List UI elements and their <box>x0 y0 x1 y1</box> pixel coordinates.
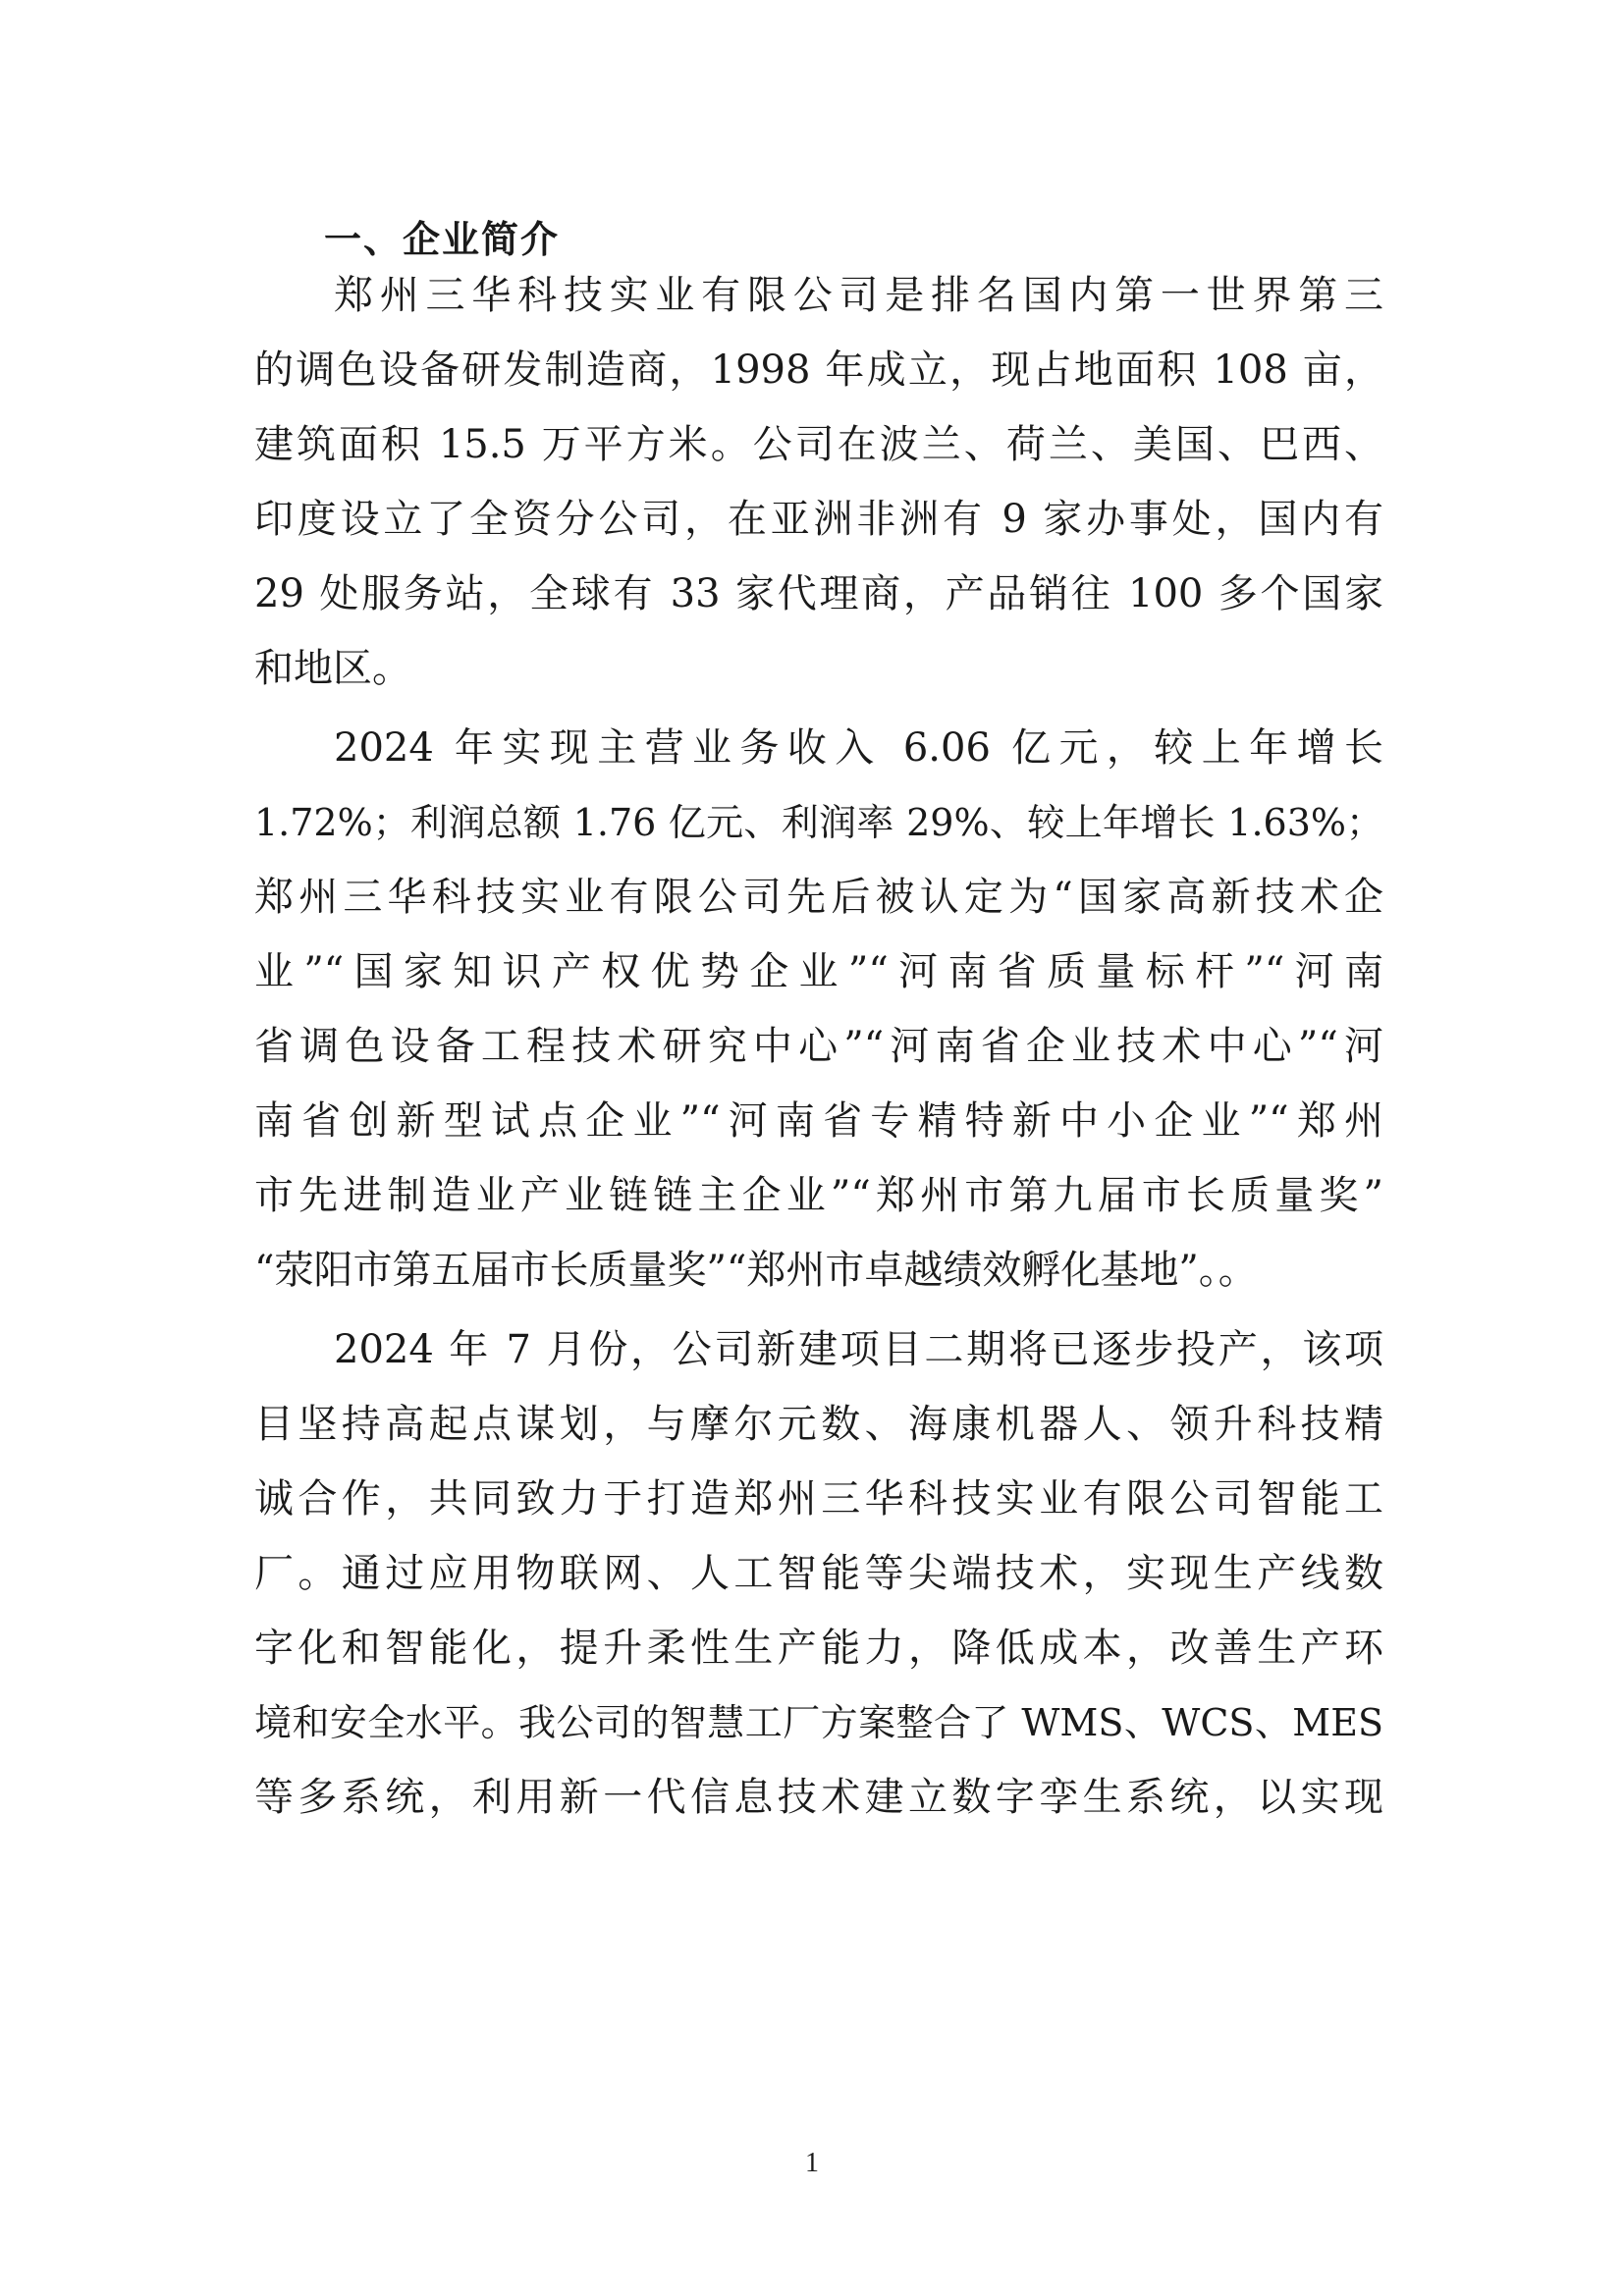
paragraph-3-line-6: 境和安全水平。我公司的智慧工厂方案整合了 WMS、WCS、MES <box>254 1701 1383 1744</box>
paragraph-1-line-2: 的调色设备研发制造商，1998 年成立，现占地面积 108 亩， <box>254 347 1383 393</box>
paragraph-1-line-5: 29 处服务站，全球有 33 家代理商，产品销往 100 多个国家 <box>254 571 1383 616</box>
paragraph-3-line-5: 字化和智能化，提升柔性生产能力，降低成本，改善生产环 <box>254 1626 1383 1671</box>
paragraph-3-line-4: 厂。通过应用物联网、人工智能等尖端技术，实现生产线数 <box>254 1551 1383 1596</box>
paragraph-2-line-4: 业”“国家知识产权优势企业”“河南省质量标杆”“河南 <box>254 949 1383 994</box>
paragraph-1-line-6: 和地区。 <box>254 646 411 691</box>
paragraph-2-line-7: 市先进制造业产业链链主企业”“郑州市第九届市长质量奖” <box>254 1173 1383 1218</box>
paragraph-2-line-3: 郑州三华科技实业有限公司先后被认定为“国家高新技术企 <box>254 875 1383 920</box>
section-heading: 一、企业简介 <box>324 218 561 261</box>
paragraph-1-line-1: 郑州三华科技实业有限公司是排名国内第一世界第三 <box>334 273 1383 318</box>
paragraph-1-line-4: 印度设立了全资分公司，在亚洲非洲有 9 家办事处，国内有 <box>254 497 1383 542</box>
paragraph-2-line-2: 1.72%；利润总额 1.76 亿元、利润率 29%、较上年增长 1.63%； <box>254 801 1383 844</box>
page-number: 1 <box>805 2148 819 2178</box>
paragraph-1-line-3: 建筑面积 15.5 万平方米。公司在波兰、荷兰、美国、巴西、 <box>254 422 1383 467</box>
paragraph-2-line-6: 南省创新型试点企业”“河南省专精特新中小企业”“郑州 <box>254 1098 1383 1144</box>
paragraph-2-line-8: “荥阳市第五届市长质量奖”“郑州市卓越绩效孵化基地”。。 <box>254 1248 1258 1293</box>
paragraph-3-line-1: 2024 年 7 月份，公司新建项目二期将已逐步投产，该项 <box>334 1327 1383 1372</box>
paragraph-3-line-2: 目坚持高起点谋划，与摩尔元数、海康机器人、领升科技精 <box>254 1402 1383 1447</box>
paragraph-2-line-1: 2024 年实现主营业务收入 6.06 亿元，较上年增长 <box>334 725 1383 771</box>
paragraph-3-line-7: 等多系统，利用新一代信息技术建立数字孪生系统，以实现 <box>254 1775 1383 1820</box>
paragraph-2-line-5: 省调色设备工程技术研究中心”“河南省企业技术中心”“河 <box>254 1024 1383 1069</box>
paragraph-3-line-3: 诚合作，共同致力于打造郑州三华科技实业有限公司智能工 <box>254 1476 1383 1522</box>
